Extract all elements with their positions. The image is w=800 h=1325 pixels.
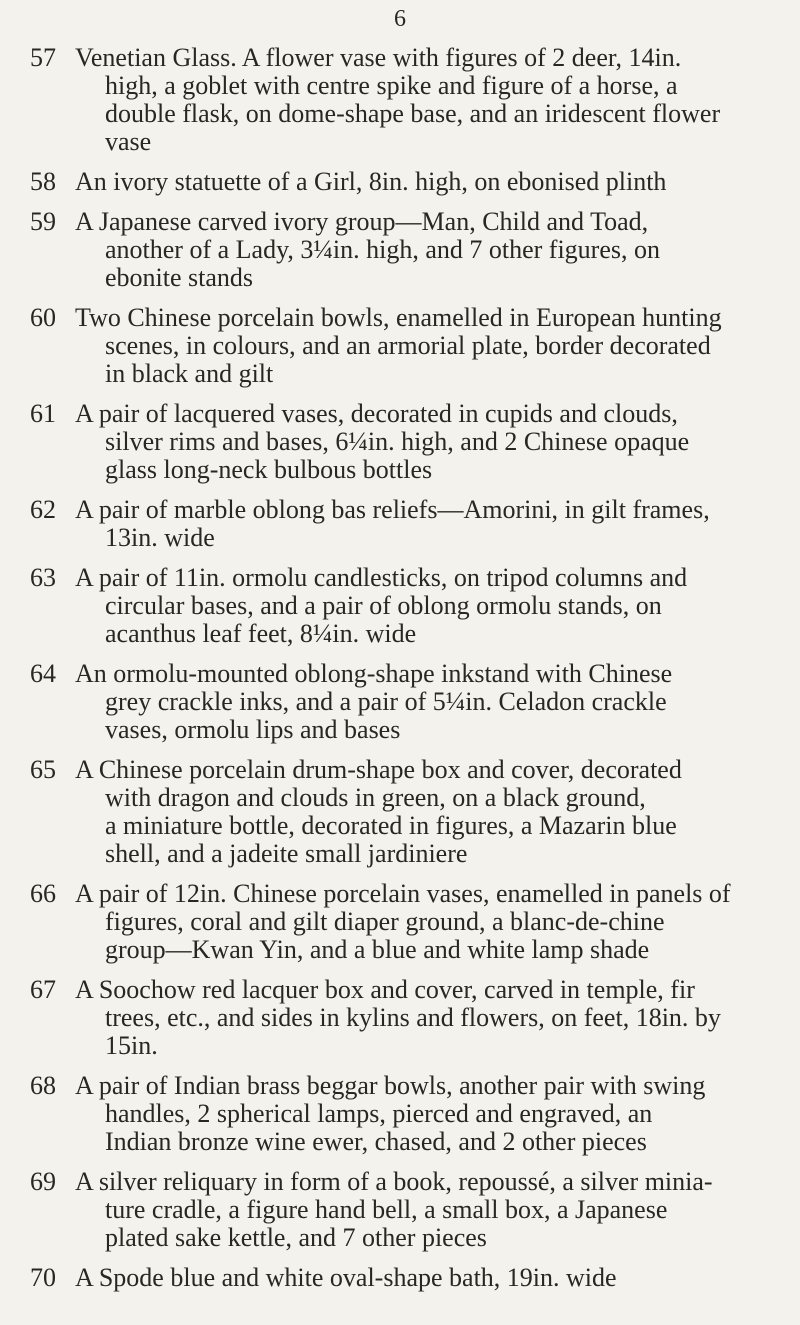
lot-line: plated sake kettle, and 7 other pieces: [105, 1223, 487, 1252]
lot-description: [75, 44, 785, 156]
lot-description: [75, 756, 785, 868]
lot-line: acanthus leaf feet, 8¼in. wide: [105, 619, 417, 648]
lot-description: [75, 1264, 785, 1292]
lot-line: A pair of marble oblong bas reliefs—Amorini, in gilt frames,: [75, 495, 710, 524]
lot-description: [75, 564, 785, 648]
lot-number: 57: [30, 43, 56, 72]
lot-line: ture cradle, a figure hand bell, a small box, a Japanese: [105, 1195, 668, 1224]
lot-description: [75, 660, 785, 744]
lot-number: 68: [30, 1071, 56, 1100]
lot-number: 65: [30, 755, 56, 784]
lot-line: double flask, on dome-shape base, and an iridescent flower: [105, 99, 721, 128]
lot-line: A pair of 11in. ormolu candlesticks, on tripod columns and: [75, 563, 688, 592]
lot-line: handles, 2 spherical lamps, pierced and engraved, an: [105, 1099, 653, 1128]
lot-number: 63: [30, 563, 56, 592]
lot-line: glass long-neck bulbous bottles: [105, 455, 433, 484]
lot-line: A Spode blue and white oval-shape bath, 19in. wide: [75, 1263, 617, 1292]
page-number: 6: [394, 6, 406, 32]
lot-line: another of a Lady, 3¼in. high, and 7 other figures, on: [105, 235, 661, 264]
lot-line: vases, ormolu lips and bases: [105, 715, 401, 744]
lot-line: trees, etc., and sides in kylins and flowers, on feet, 18in. by: [105, 1003, 721, 1032]
lot-description: [75, 976, 785, 1060]
lot-line: with dragon and clouds in green, on a black ground,: [105, 783, 646, 812]
lot-line: scenes, in colours, and an armorial plate, border decorated: [105, 331, 711, 360]
lot-line: a miniature bottle, decorated in figures, a Mazarin blue: [105, 811, 677, 840]
lot-number: 66: [30, 879, 56, 908]
lot-number: 61: [30, 399, 56, 428]
lot-line: figures, coral and gilt diaper ground, a blanc-de-chine: [105, 907, 665, 936]
lot-line: A Japanese carved ivory group—Man, Child and Toad,: [75, 207, 649, 236]
lot-description: [75, 168, 785, 196]
lot-line: A pair of lacquered vases, decorated in cupids and clouds,: [75, 399, 678, 428]
lot-description: [75, 208, 785, 292]
lot-line: A Soochow red lacquer box and cover, carved in temple, fir: [75, 975, 695, 1004]
lot-line: group—Kwan Yin, and a blue and white lamp shade: [105, 935, 650, 964]
lot-number: 70: [30, 1263, 56, 1292]
lot-line: high, a goblet with centre spike and figure of a horse, a: [105, 71, 678, 100]
lot-line: 13in. wide: [105, 523, 215, 552]
lot-description: [75, 1072, 785, 1156]
lot-description: [75, 400, 785, 484]
lot-line: silver rims and bases, 6¼in. high, and 2 Chinese opaque: [105, 427, 690, 456]
lot-line: A silver reliquary in form of a book, repoussé, a silver minia-: [75, 1167, 713, 1196]
lot-number: 59: [30, 207, 56, 236]
lot-line: An ivory statuette of a Girl, 8in. high, on ebonised plinth: [75, 167, 667, 196]
lot-number: 67: [30, 975, 56, 1004]
lot-line: shell, and a jadeite small jardiniere: [105, 839, 468, 868]
lot-number: 60: [30, 303, 56, 332]
lot-line: circular bases, and a pair of oblong ormolu stands, on: [105, 591, 662, 620]
lot-number: 58: [30, 167, 56, 196]
lot-number: 64: [30, 659, 56, 688]
lot-line: ebonite stands: [105, 263, 254, 292]
lot-line: Venetian Glass. A flower vase with figures of 2 deer, 14in.: [75, 43, 682, 72]
lot-line: A pair of 12in. Chinese porcelain vases, enamelled in panels of: [75, 879, 731, 908]
lot-line: Two Chinese porcelain bowls, enamelled in European hunting: [75, 303, 722, 332]
lot-line: in black and gilt: [105, 359, 274, 388]
lot-description: [75, 880, 785, 964]
lot-number: 62: [30, 495, 56, 524]
lot-line: Indian bronze wine ewer, chased, and 2 other pieces: [105, 1127, 647, 1156]
lot-line: grey crackle inks, and a pair of 5¼in. Celadon crackle: [105, 687, 667, 716]
lot-line: vase: [105, 127, 152, 156]
lot-number: 69: [30, 1167, 56, 1196]
lot-line: 15in.: [105, 1031, 158, 1060]
lot-description: [75, 304, 785, 388]
lot-line: A pair of Indian brass beggar bowls, another pair with swing: [75, 1071, 706, 1100]
lot-line: A Chinese porcelain drum-shape box and cover, decorated: [75, 755, 682, 784]
lot-description: [75, 496, 785, 552]
lot-description: [75, 1168, 785, 1252]
lot-line: An ormolu-mounted oblong-shape inkstand with Chinese: [75, 659, 673, 688]
